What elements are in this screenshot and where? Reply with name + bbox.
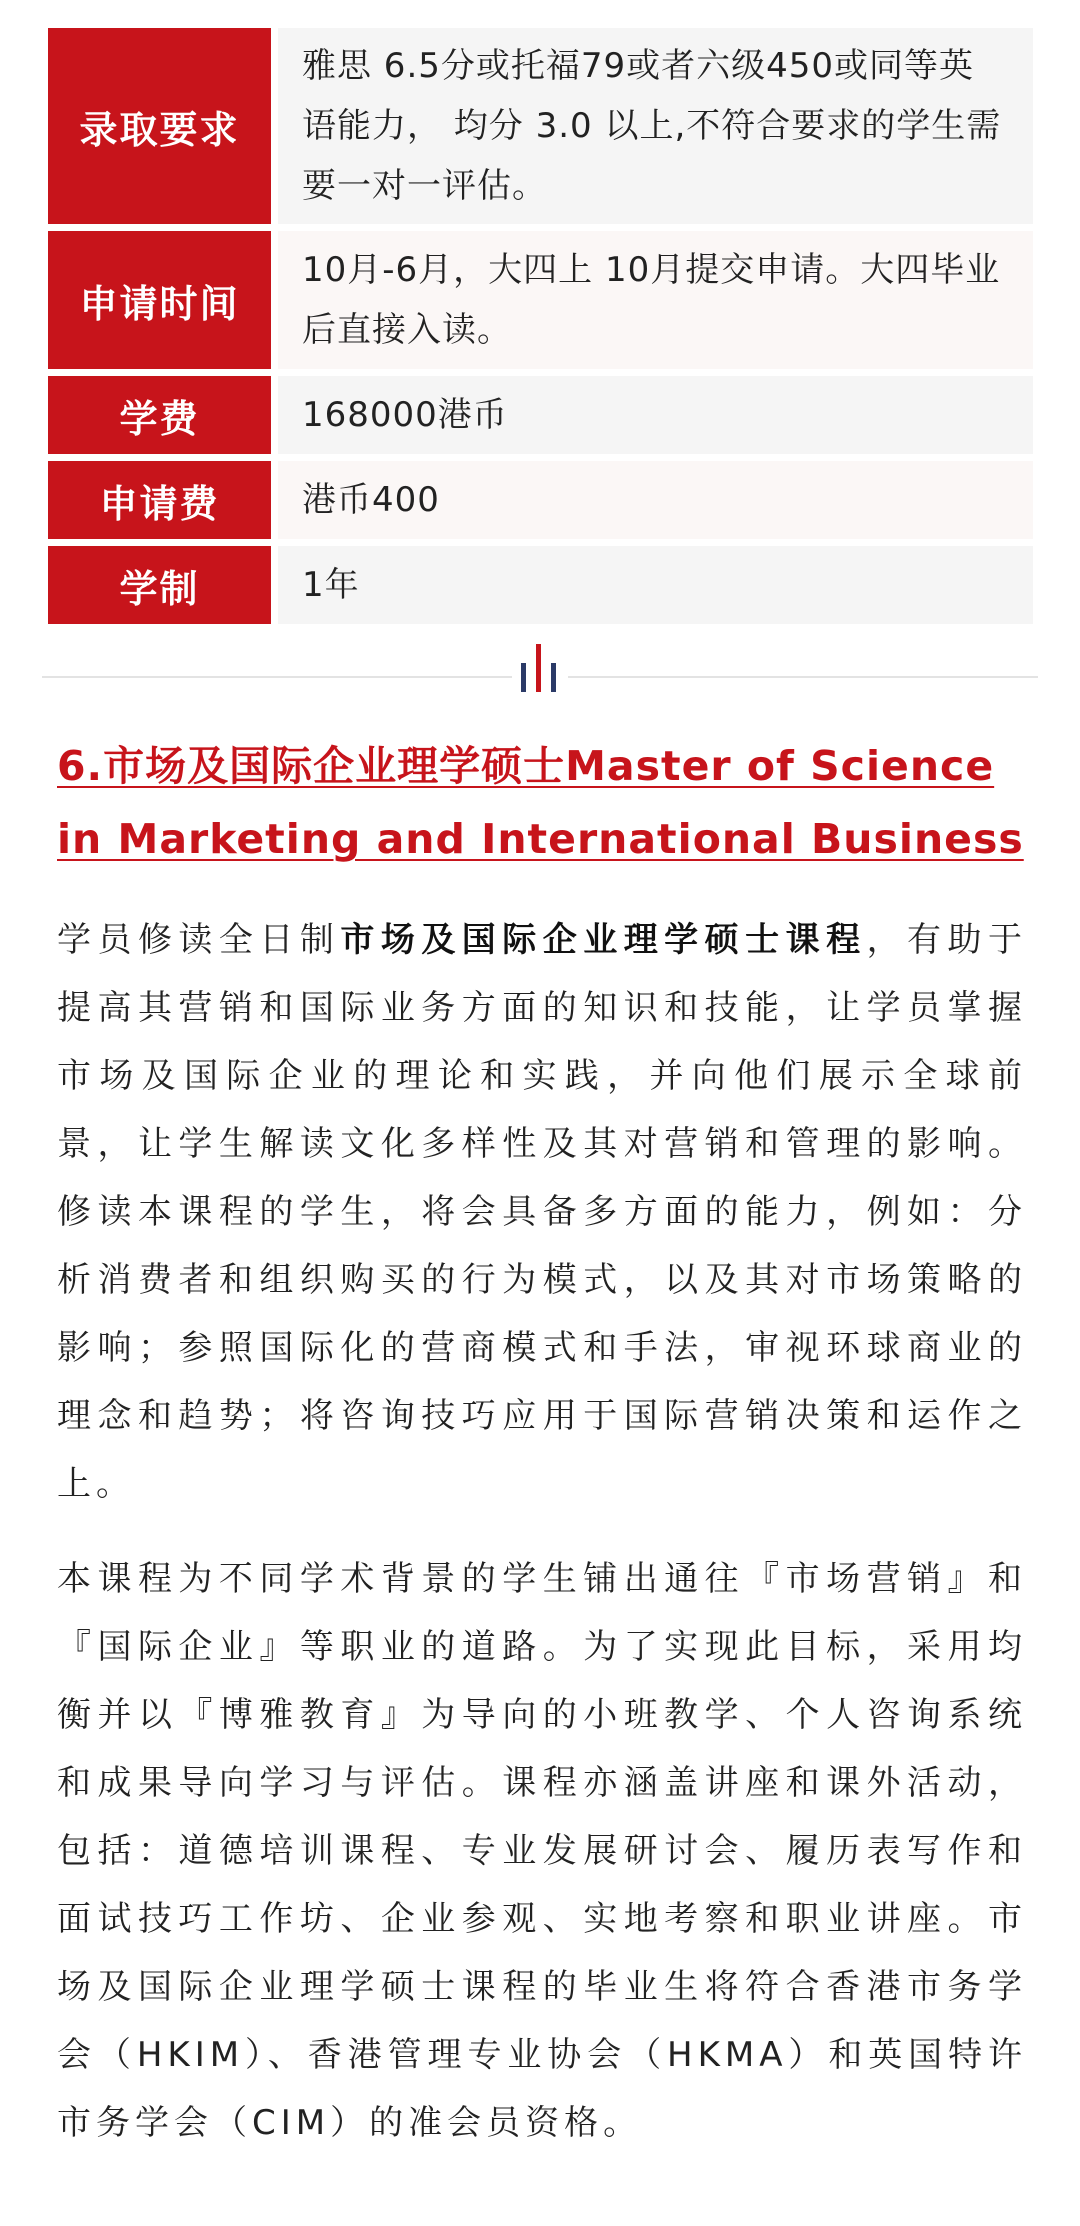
- row-value-application-period: 10月-6月，大四上 10月提交申请。大四毕业后直接入读。: [278, 231, 1033, 369]
- row-value-admission: 雅思 6.5分或托福79或者六级450或同等英语能力， 均分 3.0 以上,不符合要求的学生需要一对一评估。: [278, 28, 1033, 224]
- section-title[interactable]: 6.市场及国际企业理学硕士Master of Science in Marketing and International Business: [57, 742, 1024, 863]
- row-value-tuition: 168000港币: [278, 376, 1033, 454]
- table-row: [48, 231, 1033, 369]
- row-label-duration: 学制: [48, 546, 271, 624]
- table-row: [48, 376, 1033, 454]
- row-label-application-fee: 申请费: [48, 461, 271, 539]
- row-label-application-period: 申请时间: [48, 231, 271, 369]
- table-row: [48, 461, 1033, 539]
- paragraph-intro-rest: ，有助于提高其营销和国际业务方面的知识和技能，让学员掌握市场及国际企业的理论和实践，并向他们展示全球前景，让学生解读文化多样性及其对营销和管理的影响。修读本课程的学生，将会具备多方面的能力，例如：分析消费者和组织购买的行为模式，以及其对市场策略的影响；参照国际化的营商模式和手法，审视环球商业的理念和趋势；将咨询技巧应用于国际营销决策和运作之上。: [57, 920, 1028, 1504]
- paragraph-intro: [57, 906, 1027, 1518]
- table-row: [48, 28, 1033, 224]
- row-label-tuition: 学费: [48, 376, 271, 454]
- row-value-application-fee: 港币400: [278, 461, 1033, 539]
- paragraph-intro-start: 学员修读全日制: [57, 920, 341, 960]
- paragraph-career: 本课程为不同学术背景的学生铺出通往『市场营销』和『国际企业』等职业的道路。为了实现此目标，采用均衡并以『博雅教育』为导向的小班教学、个人咨询系统和成果导向学习与评估。课程亦涵盖讲座和课外活动，包括：道德培训课程、专业发展研讨会、履历表写作和面试技巧工作坊、企业参观、实地考察和职业讲座。市场及国际企业理学硕士课程的毕业生将符合香港市务学会（HKIM）、香港管理专业协会（HKMA）和英国特许市务学会（CIM）的准会员资格。: [57, 1559, 1027, 2143]
- divider-bar-center: [536, 644, 541, 692]
- row-label-admission: 录取要求: [48, 28, 271, 224]
- divider-bar-left: [521, 663, 526, 692]
- program-info-table: [48, 28, 1033, 624]
- divider-bar-right: [551, 663, 556, 692]
- row-value-duration: 1年: [278, 546, 1033, 624]
- bar-chart-icon: [512, 640, 568, 696]
- table-row: [48, 546, 1033, 624]
- paragraph-intro-program-name: 市场及国际企业理学硕士课程: [340, 920, 867, 960]
